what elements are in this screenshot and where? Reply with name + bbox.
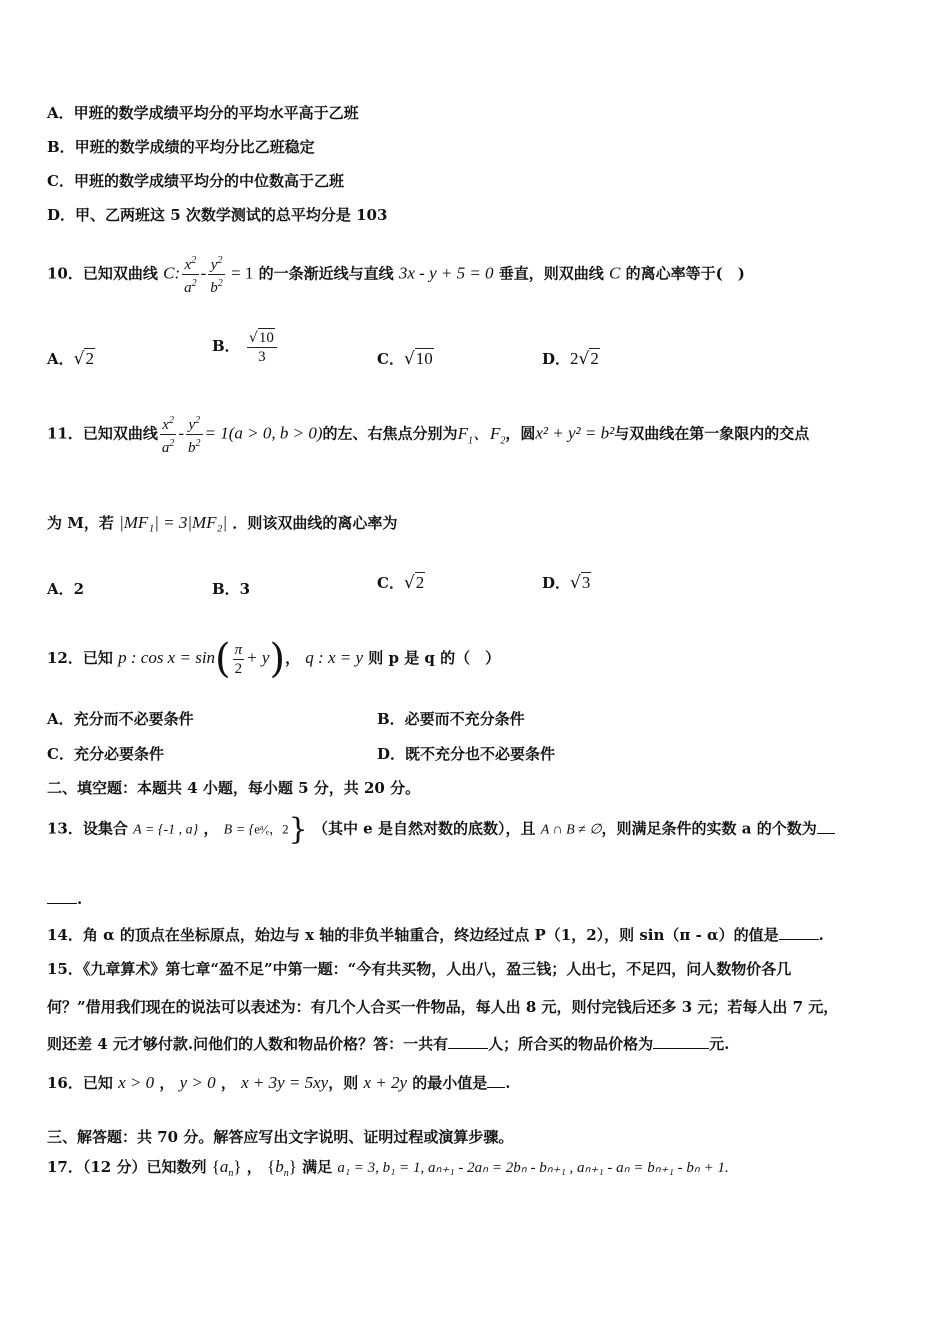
q16-stem: 16．已知 x > 0 ， y > 0 ， x + 3y = 5xy，则 x + 2y 的最小值是 . [47,1073,511,1092]
q11-condition: = 1(a > 0, b > 0) [204,423,323,443]
q10-line: 3x - y + 5 = 0 [398,263,494,283]
q13-stem: 13．设集合 A = {-1 , a} ， B = {eᵃ⁄ₑ，2} （其中 e 是自然对数的底数），且 A ∩ B ≠ ∅，则满足条件的实数 a 的个数为 [47,812,835,847]
q11-option-c: C．√2 [377,573,425,593]
q10-option-b: B． $\frac{√10}{3}$ [212,328,279,366]
q10-option-a: A．√2 [47,349,94,369]
q13-blank-cont: . [47,890,82,908]
q11-option-d: D．√3 [542,573,591,593]
q12-stem: 12．已知 p : cos x = sin( $\frac{\pi}{2}$ + y)， q : x = y 则 p 是 q 的（ ） [47,636,501,682]
section-3-heading: 三、解答题：共 70 分。解答应写出文字说明、证明过程或演算步骤。 [47,1128,514,1146]
q12-option-b: B．必要而不充分条件 [377,710,525,728]
section-2-heading: 二、填空题：本题共 4 小题，每小题 5 分，共 20 分。 [47,779,421,797]
q11-stem-line2: 为 M，若 |MF₁| = 3|MF₂| ．则该双曲线的离心率为 [47,513,398,532]
q10-frac-y: $\frac{y^2}{b^2}$ [208,252,225,297]
q15-line1: 15．《九章算术》第七章“盈不足”中第一题：“今有共买物，人出八，盈三钱；人出七，不足四，问人数物价各几 [47,960,792,978]
q11-option-b: B．3 [212,580,251,598]
q12-p: p : cos x = sin [118,648,216,667]
q14-stem: 14．角 α 的顶点在坐标原点，始边与 x 轴的非负半轴重合，终边经过点 P（1，2），则 sin（π - α）的值是 . [47,926,824,944]
q9-option-c: C．甲班的数学成绩平均分的中位数高于乙班 [47,172,344,190]
q10-option-c: C．√10 [377,349,433,369]
q10-frac-x: $\frac{x^2}{a^2}$ [182,252,199,297]
q9-option-a: A．甲班的数学成绩平均分的平均水平高于乙班 [47,104,359,122]
q11-ratio: |MF₁| = 3|MF₂| [119,513,228,532]
q15-line2: 何？”借用我们现在的说法可以表述为：有几个人合买一件物品，每人出 8 元，则付完钱后还多 3 元；若每人出 7 元， [47,998,839,1016]
q12-q: q : x = y [305,648,364,667]
q15-line3: 则还差 4 元才够付款.问他们的人数和物品价格？答：一共有 人；所合买的物品价格为 元. [47,1035,730,1053]
q11-stem: 11．已知双曲线 $\frac{x^2}{a^2}$ - $\frac{y^2}{b^2}$ = 1(a > 0, b > 0)的左、右焦点分别为$F_1$、$F_2$，圆x² + y² = b²与双曲线在第一象限内的交点 [47,412,809,457]
q11-circle: x² + y² = b² [535,423,615,443]
q12-option-a: A．充分而不必要条件 [47,710,194,728]
q12-option-d: D．既不充分也不必要条件 [377,745,556,763]
q13-set-a: A = {-1 , a} [133,822,199,838]
q13-set-b: eᵃ⁄ₑ，2 [254,821,289,837]
q17-stem: 17．（12 分）已知数列 $\{a_n\}$ ， $\{b_n\}$ 满足 a₁ = 3, b₁ = 1, aₙ₊₁ - 2aₙ = 2bₙ - bₙ₊₁ , aₙ₊₁ - aₙ = bₙ₊₁ - bₙ + 1. [47,1157,729,1179]
q9-option-b: B．甲班的数学成绩的平均分比乙班稳定 [47,138,315,156]
q11-option-a: A．2 [47,580,85,598]
q10-option-d: D．2√2 [542,349,599,369]
q10-stem: 10．已知双曲线 C: $\frac{x^2}{a^2}$ - $\frac{y^2}{b^2}$ = 1 的一条渐近线与直线 3x - y + 5 = 0 垂直，则双曲线 C 的离心率等于( ) [47,252,745,297]
q9-option-d: D．甲、乙两班这 5 次数学测试的总平均分是 103 [47,206,388,224]
q17-condition: a₁ = 3, b₁ = 1, aₙ₊₁ - 2aₙ = 2bₙ - bₙ₊₁ , aₙ₊₁ - aₙ = bₙ₊₁ - bₙ + 1. [337,1160,729,1176]
q13-condition: A ∩ B ≠ ∅ [540,822,602,838]
q12-option-c: C．充分必要条件 [47,745,164,763]
